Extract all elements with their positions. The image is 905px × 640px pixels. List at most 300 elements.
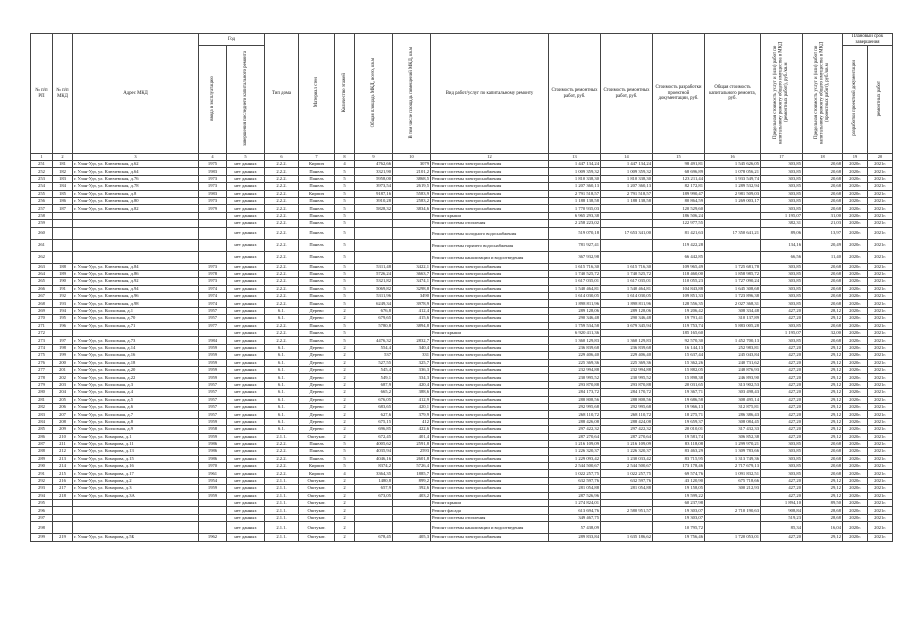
table-cell: 269	[31, 307, 53, 314]
table-cell	[199, 507, 227, 514]
table-cell	[355, 239, 393, 251]
table-cell: 89,50	[803, 500, 843, 507]
table-cell: 236 839,68	[601, 344, 653, 351]
table-row	[31, 227, 893, 239]
table-cell: 310 137,89	[705, 315, 761, 322]
table-cell	[705, 239, 761, 251]
table-cell: 2	[335, 507, 355, 514]
table-cell: 288	[31, 448, 53, 455]
table-cell: Оштукат.	[299, 485, 335, 492]
table-cell: 1 723 896,38	[705, 293, 761, 300]
table-cell: 210	[53, 433, 73, 440]
table-row	[31, 251, 893, 263]
table-cell: 2020г.	[843, 359, 868, 366]
table-cell: 66,56	[761, 251, 803, 263]
table-cell: нет данных	[227, 389, 265, 396]
table-cell: 2.2.2.	[265, 205, 299, 212]
table-cell: 202	[53, 374, 73, 381]
table-cell: 336,3	[393, 366, 431, 373]
table-cell: 334,3	[393, 374, 431, 381]
table-cell: 3978,9	[393, 300, 431, 307]
table-cell: 292	[31, 477, 53, 484]
table-cell: 5	[335, 205, 355, 212]
table-cell: 193	[53, 300, 73, 307]
table-cell: 299	[31, 534, 53, 541]
table-cell: 1962	[199, 534, 227, 541]
table-cell	[705, 522, 761, 534]
table-cell: 308 084,45	[705, 418, 761, 425]
table-cell: 83 463,29	[653, 448, 705, 455]
table-cell: 15 637,44	[653, 352, 705, 359]
table-cell: 5	[335, 175, 355, 182]
table-cell: 308 334,48	[705, 307, 761, 314]
table-cell	[393, 227, 431, 239]
table-cell	[601, 514, 653, 521]
table-cell: Ремонт системы электроснабжения	[431, 433, 549, 440]
table-cell: 118 460,00	[653, 270, 705, 277]
column-number: 1	[31, 154, 53, 161]
table-cell: г. Улан-Удэ, ул. Колхозная, д.1	[73, 307, 199, 314]
table-cell: Ремонт системы электроснабжения	[431, 315, 549, 322]
table-cell: Ремонт системы холодного водоснабжения	[431, 227, 549, 239]
table-cell: нет данных	[227, 344, 265, 351]
table-cell: 183	[53, 175, 73, 182]
table-cell: 29,12	[803, 433, 843, 440]
table-cell: г. Улан-Удэ, ул. Колхозная, д.4	[73, 389, 199, 396]
table-cell: 1 313 749,36	[705, 455, 761, 462]
table-cell: 303,85	[761, 440, 803, 447]
table-cell: 696,85	[355, 426, 393, 433]
table-cell: Оштукат.	[299, 534, 335, 541]
table-cell: 1957	[199, 389, 227, 396]
table-cell: Ремонт системы электроснабжения	[431, 322, 549, 329]
table-cell: 1885,7	[393, 470, 431, 477]
table-cell: 29,12	[803, 315, 843, 322]
table-cell: 2	[335, 418, 355, 425]
table-cell: 2021г.	[868, 183, 893, 190]
table-cell: 687,9	[355, 381, 393, 388]
table-cell: 199	[53, 352, 73, 359]
table-row	[31, 175, 893, 182]
table-cell: 1979	[199, 205, 227, 212]
table-cell: нет данных	[227, 381, 265, 388]
table-cell: 2 791 518,57	[601, 190, 653, 197]
table-cell: 98 491,81	[653, 161, 705, 168]
table-cell: Кирпич	[299, 463, 335, 470]
table-cell: 198	[53, 344, 73, 351]
table-cell: 3474,1	[393, 278, 431, 285]
table-cell: 288 808,56	[601, 396, 653, 403]
table-cell: г. Улан-Удэ, ул. Колхозная, д.22	[73, 374, 199, 381]
table-cell: 1959	[199, 492, 227, 499]
table-cell: 1 360 129,83	[601, 337, 653, 344]
table-cell: Дерево	[299, 411, 335, 418]
table-cell: г. Улан-Удэ, ул. Колхозная, д.20	[73, 366, 199, 373]
table-cell: 1959	[199, 485, 227, 492]
table-cell: 20,68	[803, 263, 843, 270]
table-cell: 213	[53, 455, 73, 462]
table-cell: 287	[31, 440, 53, 447]
table-cell: 1 216 109,09	[601, 440, 653, 447]
table-cell: 104 843,88	[653, 285, 705, 292]
table-cell	[355, 212, 393, 219]
table-cell: 287 526,96	[549, 492, 601, 499]
table-cell: 2.1.1.	[265, 492, 299, 499]
column-number: 14	[601, 154, 653, 161]
table-cell: 29,12	[803, 352, 843, 359]
table-cell: 214	[53, 463, 73, 470]
table-cell: нет данных	[227, 534, 265, 541]
table-cell: 2020г.	[843, 366, 868, 373]
table-cell: 20,68	[803, 455, 843, 462]
table-cell: 5	[335, 285, 355, 292]
table-row	[31, 300, 893, 307]
table-cell: нет данных	[227, 322, 265, 329]
table-cell: 1 091 832,51	[705, 470, 761, 477]
table-cell: нет данных	[227, 293, 265, 300]
table-cell: 1 226 320,37	[549, 448, 601, 455]
table-cell: 2020г.	[843, 190, 868, 197]
table-row	[31, 534, 893, 541]
table-cell: 613 694,76	[549, 507, 601, 514]
table-cell: нет данных	[227, 300, 265, 307]
table-cell: 2021г.	[868, 352, 893, 359]
table-cell: 20,68	[803, 293, 843, 300]
table-cell: нет данных	[227, 403, 265, 410]
table-cell: нет данных	[227, 396, 265, 403]
table-cell: 1958	[199, 426, 227, 433]
table-cell: Ремонт крыши	[431, 330, 549, 337]
table-cell: 412,9	[393, 396, 431, 403]
table-cell: 1983	[199, 168, 227, 175]
table-cell: 2020г.	[843, 227, 868, 239]
table-cell: 2	[335, 366, 355, 373]
table-cell	[73, 220, 199, 227]
table-cell: 392,6	[393, 485, 431, 492]
table-cell: 1 614 030,05	[549, 293, 601, 300]
table-cell: 263	[31, 263, 53, 270]
table-cell: 1 645 308,68	[705, 285, 761, 292]
table-cell: Ремонт системы электроснабжения	[431, 403, 549, 410]
table-cell: 2.2.2.	[265, 175, 299, 182]
table-cell: Ремонт системы электроснабжения	[431, 293, 549, 300]
table-cell: г. Улан-Удэ, ул. Колхозная, д.9	[73, 426, 199, 433]
table-cell: 209	[53, 426, 73, 433]
table-cell: 2021г.	[868, 500, 893, 507]
column-number: 8	[335, 154, 355, 161]
table-cell: 2593	[393, 448, 431, 455]
table-row	[31, 463, 893, 470]
table-cell: 1 617 035,01	[549, 278, 601, 285]
table-cell: 2	[335, 374, 355, 381]
table-cell: Панель	[299, 440, 335, 447]
table-cell: 2021г.	[868, 440, 893, 447]
table-cell: 427,20	[761, 307, 803, 314]
table-cell: Ремонт системы электроснабжения	[431, 389, 549, 396]
table-cell: 6.1.	[265, 426, 299, 433]
table-cell: г. Улан-Удэ, ул. Колхозная, д.7	[73, 411, 199, 418]
table-cell: 2020г.	[843, 161, 868, 168]
table-cell: 1 216 109,09	[549, 440, 601, 447]
table-cell	[355, 522, 393, 534]
table-cell: 2020г.	[843, 433, 868, 440]
table-cell: 303,85	[761, 470, 803, 477]
table-cell: 5	[335, 263, 355, 270]
table-cell: 289 128,06	[601, 307, 653, 314]
table-cell: 5	[335, 220, 355, 227]
table-cell: Ремонт системы электроснабжения	[431, 477, 549, 484]
table-cell: Ремонт системы электроснабжения	[431, 418, 549, 425]
table-cell: 268 110,72	[601, 411, 653, 418]
table-row	[31, 352, 893, 359]
table-cell: 2020г.	[843, 522, 868, 534]
table-row	[31, 448, 893, 455]
table-cell: 1974	[199, 285, 227, 292]
table-cell: 2 027 368,31	[705, 300, 761, 307]
table-cell: Панель	[299, 220, 335, 227]
table-cell: 294	[31, 492, 53, 499]
table-cell: 2020г.	[843, 285, 868, 292]
table-cell: 19 206,42	[653, 307, 705, 314]
table-cell	[705, 212, 761, 219]
table-cell: 2021г.	[868, 411, 893, 418]
table-cell: нет данных	[227, 161, 265, 168]
table-cell: Дерево	[299, 307, 335, 314]
table-cell: 2021г.	[868, 477, 893, 484]
table-cell: нет данных	[227, 440, 265, 447]
table-cell: 20,68	[803, 278, 843, 285]
table-cell: 2020г.	[843, 251, 868, 263]
table-cell: Ремонт системы электроснабжения	[431, 485, 549, 492]
table-cell: 189	[53, 270, 73, 277]
table-cell: 29,12	[803, 534, 843, 541]
header-deadline: Плановый срок завершения	[843, 34, 893, 46]
table-cell: 5	[335, 300, 355, 307]
table-cell: 11,40	[803, 251, 843, 263]
table-cell: 5	[335, 448, 355, 455]
table-cell: 292 995,68	[549, 403, 601, 410]
table-cell: 18 275,71	[653, 411, 705, 418]
table-cell: 293	[31, 485, 53, 492]
table-cell: Ремонт системы электроснабжения	[431, 307, 549, 314]
table-cell: 1986	[199, 455, 227, 462]
table-cell: 2021г.	[868, 366, 893, 373]
table-cell: 367 932,98	[549, 251, 601, 263]
table-cell	[393, 507, 431, 514]
table-cell: 1480,8	[355, 477, 393, 484]
table-cell: Ремонт системы электроснабжения	[431, 285, 549, 292]
table-cell: 527,55	[355, 359, 393, 366]
table-cell: 29,12	[803, 418, 843, 425]
table-cell: 232 994,88	[549, 366, 601, 373]
table-cell: Ремонт системы электроснабжения	[431, 411, 549, 418]
table-cell: 2020г.	[843, 389, 868, 396]
table-row	[31, 389, 893, 396]
table-cell: 1 188 138,58	[601, 197, 653, 204]
table-cell: 2.2.2.	[265, 285, 299, 292]
table-cell: 208	[53, 418, 73, 425]
table-cell: Дерево	[299, 374, 335, 381]
table-cell: Ремонт системы электроснабжения	[431, 263, 549, 270]
table-cell: 549,1	[355, 374, 393, 381]
table-cell: 1 009 359,32	[549, 168, 601, 175]
table-cell: 29,12	[803, 492, 843, 499]
table-cell: 217	[53, 485, 73, 492]
table-cell: 2021г.	[868, 315, 893, 322]
table-cell: Ремонт системы электроснабжения	[431, 183, 549, 190]
table-cell: 2020г.	[843, 396, 868, 403]
table-cell: 194	[53, 307, 73, 314]
column-number: 6	[265, 154, 299, 161]
table-cell: 185	[53, 190, 73, 197]
table-cell: 29,12	[803, 396, 843, 403]
table-cell: 2.2.2.	[265, 440, 299, 447]
table-cell: 60 237,98	[653, 500, 705, 507]
table-cell: 519,23	[761, 514, 803, 521]
table-cell: 2.1.1.	[265, 477, 299, 484]
table-cell: 2021г.	[868, 374, 893, 381]
table-cell	[53, 239, 73, 251]
table-row	[31, 366, 893, 373]
table-cell: 427,20	[761, 433, 803, 440]
table-cell: 4046,16	[355, 455, 393, 462]
table-cell: 19 581,74	[653, 433, 705, 440]
table-body	[31, 161, 893, 542]
table-cell: 5	[335, 463, 355, 470]
table-cell: 2020г.	[843, 403, 868, 410]
table-cell: 427,20	[761, 366, 803, 373]
table-cell: 1 447 134,24	[549, 161, 601, 168]
table-cell: 192	[53, 293, 73, 300]
table-cell: 1974	[199, 300, 227, 307]
table-cell: 1 617 035,01	[601, 278, 653, 285]
table-cell: нет данных	[227, 426, 265, 433]
table-cell: 292 995,68	[601, 403, 653, 410]
table-cell: Ремонт системы электроснабжения	[431, 426, 549, 433]
table-cell: 427,20	[761, 374, 803, 381]
table-cell: 306 852,38	[705, 433, 761, 440]
table-cell: 427,20	[761, 359, 803, 366]
table-cell: Ремонт системы электроснабжения	[431, 359, 549, 366]
table-cell	[355, 227, 393, 239]
table-cell: 1 022 257,75	[549, 470, 601, 477]
table-row	[31, 492, 893, 499]
table-cell: 2020г.	[843, 344, 868, 351]
table-cell: 2	[335, 522, 355, 534]
table-cell	[73, 522, 199, 534]
table-cell	[355, 500, 393, 507]
table-cell: 6.1.	[265, 374, 299, 381]
table-cell: 2.2.2.	[265, 220, 299, 227]
table-cell	[705, 205, 761, 212]
table-cell: 2.1.1.	[265, 433, 299, 440]
table-cell	[705, 500, 761, 507]
table-cell: 1 188 138,58	[549, 197, 601, 204]
table-row	[31, 337, 893, 344]
table-cell: 69 574,76	[653, 470, 705, 477]
table-cell: 2601,8	[393, 455, 431, 462]
table-cell: 388,6	[393, 389, 431, 396]
table-row	[31, 270, 893, 277]
table-cell: 1 810 338,30	[601, 175, 653, 182]
table-cell: 1973	[199, 183, 227, 190]
table-cell: 276	[31, 359, 53, 366]
table-cell: 1957	[199, 403, 227, 410]
table-cell: 405,3	[393, 534, 431, 541]
table-cell: 189 990,47	[653, 190, 705, 197]
table-row	[31, 440, 893, 447]
table-cell: 303,85	[761, 278, 803, 285]
table-cell: 225 369,36	[549, 359, 601, 366]
table-cell: 264	[31, 270, 53, 277]
table-cell: нет данных	[227, 307, 265, 314]
table-cell	[199, 239, 227, 251]
table-cell	[73, 330, 199, 337]
table-cell: 5	[335, 168, 355, 175]
table-row	[31, 344, 893, 351]
table-cell: 4005,62	[355, 440, 393, 447]
table-cell: 261	[31, 239, 53, 251]
table-cell	[53, 522, 73, 534]
table-cell: 2.1.1.	[265, 534, 299, 541]
table-cell: 2020г.	[843, 300, 868, 307]
table-cell: 554,4	[355, 344, 393, 351]
table-cell: 2021г.	[868, 344, 893, 351]
table-cell: 2020г.	[843, 270, 868, 277]
table-cell: 1 447 134,24	[601, 161, 653, 168]
table-cell: 2 791 518,57	[549, 190, 601, 197]
table-cell: 2021г.	[868, 433, 893, 440]
table-cell: 2021г.	[868, 168, 893, 175]
table-cell: Панель	[299, 278, 335, 285]
table-cell: 28,12	[803, 307, 843, 314]
table-cell: нет данных	[227, 285, 265, 292]
table-cell: 270	[31, 315, 53, 322]
table-cell: 1959	[199, 344, 227, 351]
table-cell: Ремонт системы электроснабжения	[431, 197, 549, 204]
table-cell: 218	[53, 492, 73, 499]
table-cell: 2021г.	[868, 212, 893, 219]
table-cell: Оштукат.	[299, 492, 335, 499]
table-cell: нет данных	[227, 278, 265, 285]
table-cell: 5311,96	[355, 293, 393, 300]
table-cell: 2021г.	[868, 426, 893, 433]
table-cell: 288 808,56	[549, 396, 601, 403]
column-number: 9	[355, 154, 393, 161]
table-cell: Оштукат.	[299, 477, 335, 484]
table-cell: 303,85	[761, 161, 803, 168]
table-cell: 289 833,84	[549, 534, 601, 541]
table-cell: 1 770 935,03	[549, 205, 601, 212]
table-row	[31, 330, 893, 337]
table-cell: 665,2	[355, 389, 393, 396]
table-cell: 20,68	[803, 175, 843, 182]
table-cell: 2020г.	[843, 352, 868, 359]
table-cell: 303,85	[761, 205, 803, 212]
table-cell: 5 883 005,28	[705, 322, 761, 329]
table-cell: 57 438,09	[549, 522, 601, 534]
table-cell: 20,68	[803, 440, 843, 447]
table-cell: 1 614 030,05	[601, 293, 653, 300]
table-cell: Ремонт системы электроснабжения	[431, 534, 549, 541]
table-cell: 1957	[199, 307, 227, 314]
table-cell: 2	[335, 534, 355, 541]
header-unit-cost-area: Предельная стоимость услуг и (или) работ по капитальному ремонту общего имущества в МКД (ремонтных работ), руб./кв.м	[761, 34, 803, 154]
table-cell: 545,4	[355, 366, 393, 373]
table-cell: 19 367,71	[653, 389, 705, 396]
table-cell: нет данных	[227, 205, 265, 212]
table-cell: 2020г.	[843, 168, 868, 175]
